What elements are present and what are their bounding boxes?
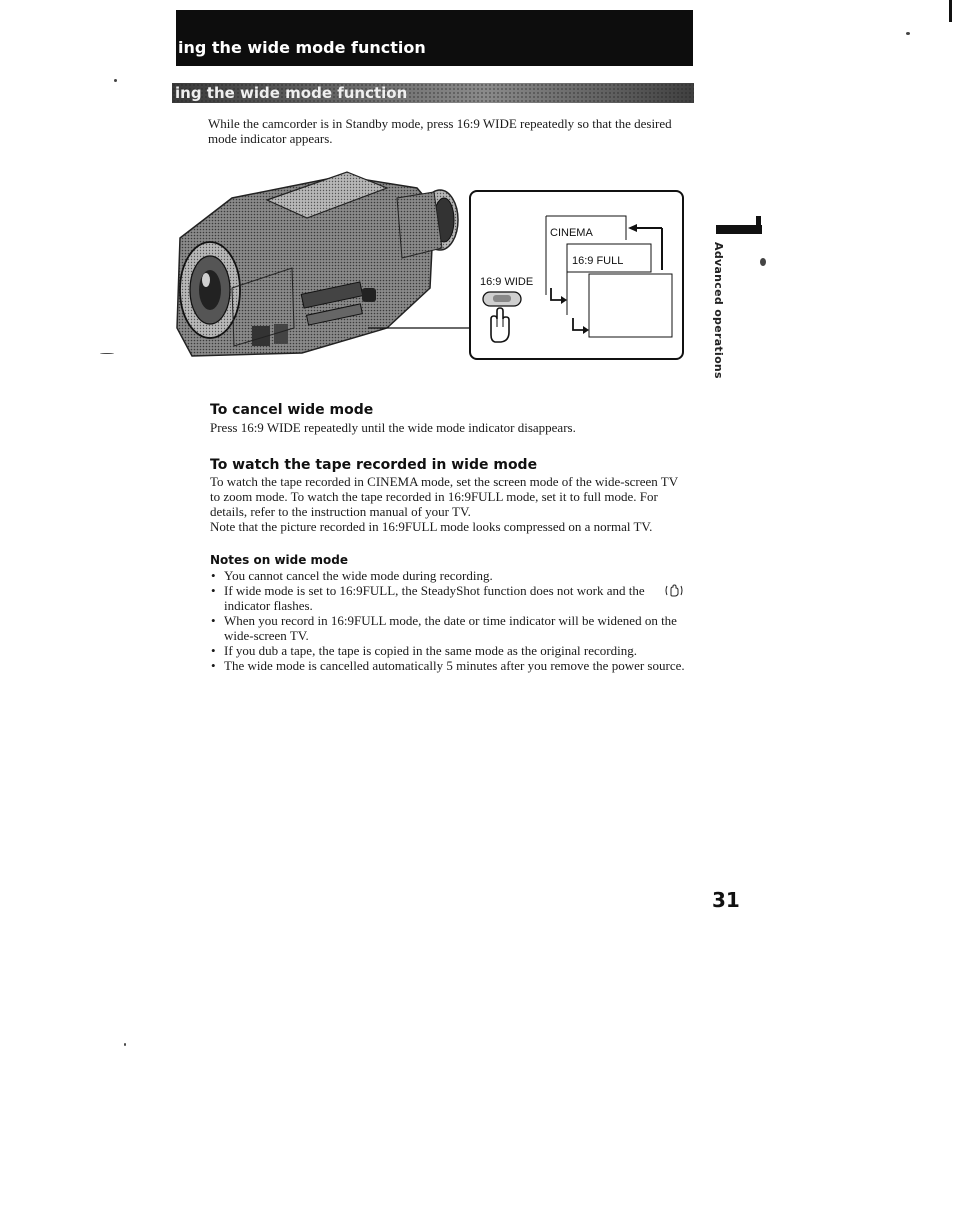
scan-speck [100,353,114,354]
note-item: • You cannot cancel the wide mode during recording. [210,568,688,583]
wide-button-label: 16:9 WIDE [480,276,534,288]
section-title: ing the wide mode function [175,84,408,102]
cinema-label: CINEMA [550,227,593,239]
scan-speck [906,32,910,35]
camcorder-illustration [172,168,472,358]
cancel-text: Press 16:9 WIDE repeatedly until the wide mode indicator disappears. [210,420,576,435]
scan-speck [760,258,766,266]
watch-text [210,474,688,534]
steadyshot-hand-icon [664,584,684,597]
page-number: 31 [712,888,740,912]
scan-speck [114,79,117,82]
edge-mark [949,0,952,22]
scan-speck [124,1043,126,1046]
full-label: 16:9 FULL [572,255,624,267]
notes-heading: Notes on wide mode [210,553,349,567]
intro-text: While the camcorder is in Standby mode, press 16:9 WIDE repeatedly so that the desired mode indicator appears. [208,116,672,146]
section-tab-label: Advanced operations [712,242,725,379]
notes-list [210,568,688,673]
note-item-steadyshot: • If wide mode is set to 16:9FULL, the SteadyShot function does not work and the indicator flashes. [210,583,688,613]
watch-heading: To watch the tape recorded in wide mode [210,457,538,473]
press-hand-icon [483,305,517,345]
page-title: ing the wide mode function [178,38,426,57]
watch-note: Note that the picture recorded in 16:9FULL mode looks compressed on a normal TV. [210,519,653,534]
cancel-heading: To cancel wide mode [210,402,374,418]
side-tab-tick [756,216,761,234]
note-item: • The wide mode is cancelled automatically 5 minutes after you remove the power source. [210,658,688,673]
note-item: • If you dub a tape, the tape is copied in the same mode as the original recording. [210,643,688,658]
watch-paragraph: To watch the tape recorded in CINEMA mode, set the screen mode of the wide-screen TV to zoom mode. To watch the tape recorded in 16:9FULL mode, set it to full mode. For details, refer to the instruction manual of your TV. [210,474,678,519]
note-item: • When you record in 16:9FULL mode, the date or time indicator will be widened on the wide-screen TV. [210,613,688,643]
